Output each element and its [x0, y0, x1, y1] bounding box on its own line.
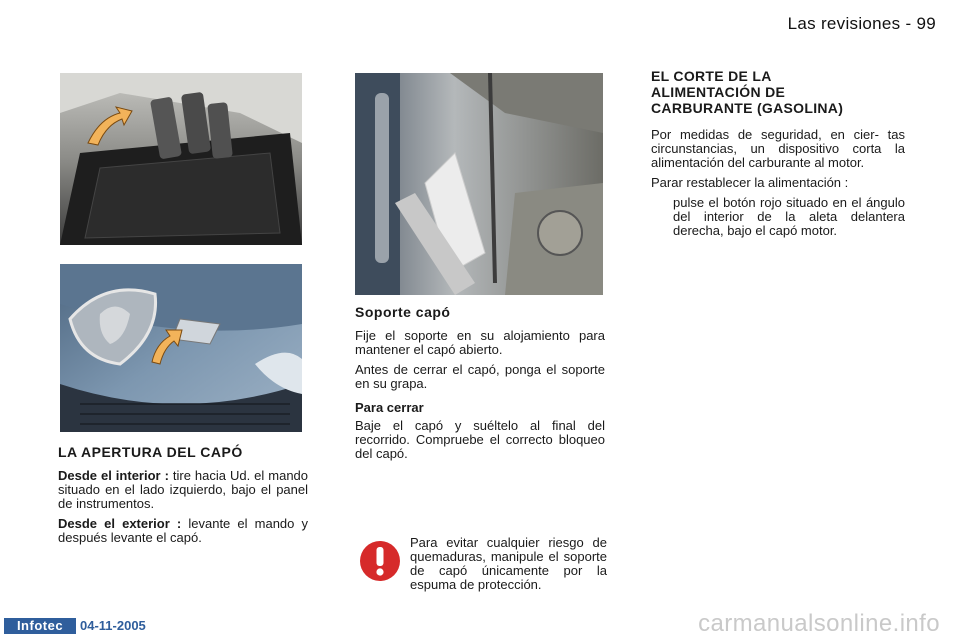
fuel-cutoff-section	[651, 68, 905, 238]
inside-paragraph	[58, 469, 308, 511]
pedals-photo	[60, 73, 302, 245]
close-title: Para cerrar	[355, 400, 424, 415]
outside-label: Desde el exterior :	[58, 516, 182, 531]
burn-warning	[355, 536, 607, 592]
hood-support-title: Soporte capó	[355, 304, 451, 320]
fuel-cutoff-title: EL CORTE DE LA ALIMENTACIÓN DE CARBURANTE (GASOLINA)	[651, 68, 844, 116]
hood-support-p1: Fije el soporte en su alojamiento para mantener el capó abierto.	[355, 328, 605, 357]
fuel-cutoff-p1: Por medidas de seguridad, en cier- tas circunstancias, un dispositivo corta la alimentación del carburante al motor.	[651, 127, 905, 170]
inside-label: Desde el interior :	[58, 468, 169, 483]
inside-text: tire hacia Ud. el mando situado en el lado izquierdo, bajo el panel de instrumentos.	[58, 468, 309, 511]
footer-date: 04-11-2005	[80, 618, 146, 633]
outside-paragraph	[58, 517, 308, 545]
infotec-logo: Infotec	[4, 618, 76, 634]
hood-support-section	[355, 305, 605, 467]
warning-text: Para evitar cualquier riesgo de quemaduras, manipule el soporte de capó únicamente por la espuma de protección.	[410, 535, 607, 592]
fuel-cutoff-bullet	[651, 196, 905, 238]
page-footer	[0, 610, 960, 637]
warning-icon	[359, 540, 401, 582]
page-header-title: Las revisiones - 99	[787, 14, 936, 33]
fuel-cutoff-p2: Parar restablecer la alimentación :	[651, 175, 849, 190]
hood-support-p2: Antes de cerrar el capó, ponga el soporte en su grapa.	[355, 362, 605, 391]
watermark: carmanualsonline.info	[698, 610, 940, 637]
hood-support-photo	[355, 73, 603, 295]
pointing-hand-icon	[651, 196, 673, 238]
close-text: Baje el capó y suéltelo al final del recorrido. Compruebe el correcto bloqueo del capó.	[355, 418, 605, 461]
hood-exterior-photo	[60, 264, 302, 432]
outside-text: levante el mando y después levante el capó.	[58, 516, 309, 545]
fuel-cutoff-bullet-text: pulse el botón rojo situado en el ángulo del interior de la aleta delantera derecha, bajo el capó motor.	[673, 195, 905, 238]
hood-opening-title: LA APERTURA DEL CAPÓ	[58, 444, 243, 460]
hood-opening-section	[58, 445, 308, 551]
